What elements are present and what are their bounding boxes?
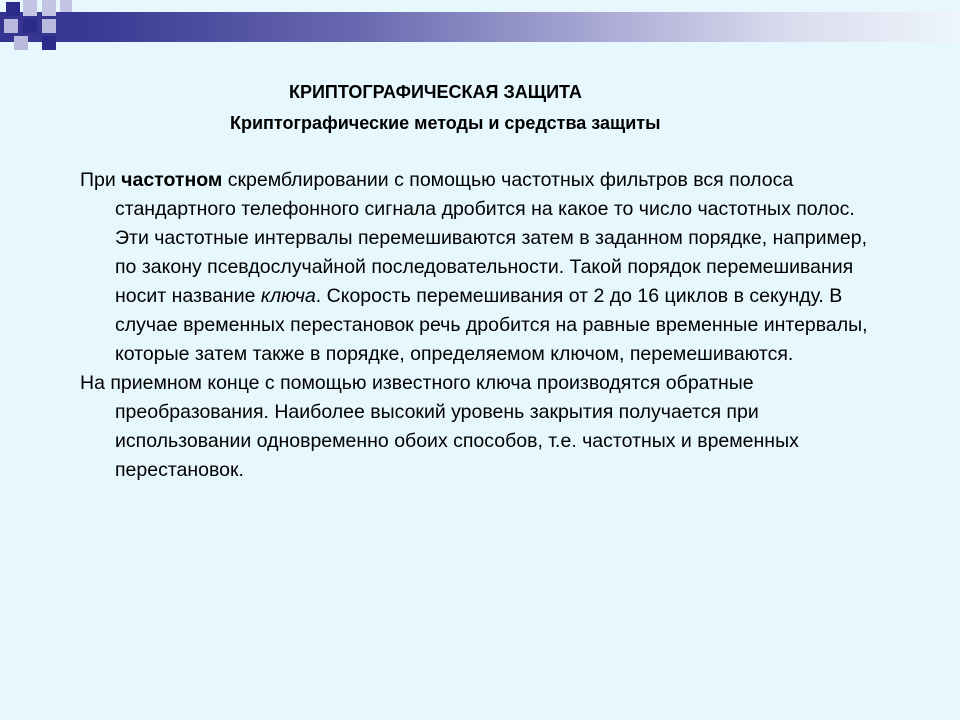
square-dark-1 <box>6 2 20 16</box>
square-light-6 <box>14 36 28 50</box>
paragraph1-italic-term: ключа <box>260 285 316 307</box>
paragraph1-text-a: При <box>80 169 122 191</box>
header-gradient-band <box>0 12 960 42</box>
slide-subtitle: Криптографические методы и средства защиты <box>230 113 661 133</box>
square-light-5 <box>42 19 56 33</box>
paragraph1-text-c: . Скорость перемешивания от 2 до 16 циклов в секунду. В случае временных перестановок речь дробится на равные временные интервалы, которые затем также в порядке, определяемом ключом, перемешиваются. <box>115 285 868 365</box>
square-light-2 <box>42 0 56 16</box>
square-dark-3 <box>42 36 56 50</box>
slide-body <box>80 166 880 485</box>
square-light-4 <box>4 19 18 33</box>
paragraph1-text-b: скремблировании с помощью частотных фильтров вся полоса стандартного телефонного сигнала дробится на какое то число частотных полос. Эти частотные интервалы перемешиваются затем в заданном порядке, например, по закону псевдослучайной последовательности. Такой порядок перемешивания носит название <box>115 169 868 307</box>
square-light-3 <box>60 0 72 12</box>
paragraph-receiving-end: На приемном конце с помощью известного ключа производятся обратные преобразования. Наиболее высокий уровень закрытия получается при использовании одновременно обоих способов, т.е. частотных и временных перестановок. <box>80 372 799 481</box>
paragraph-frequency-scrambling <box>80 166 880 369</box>
square-light-1 <box>23 0 37 16</box>
square-dark-2 <box>23 19 37 33</box>
paragraph1-bold-term: частотном <box>121 169 223 191</box>
slide-title: КРИПТОГРАФИЧЕСКАЯ ЗАЩИТА <box>289 82 582 102</box>
